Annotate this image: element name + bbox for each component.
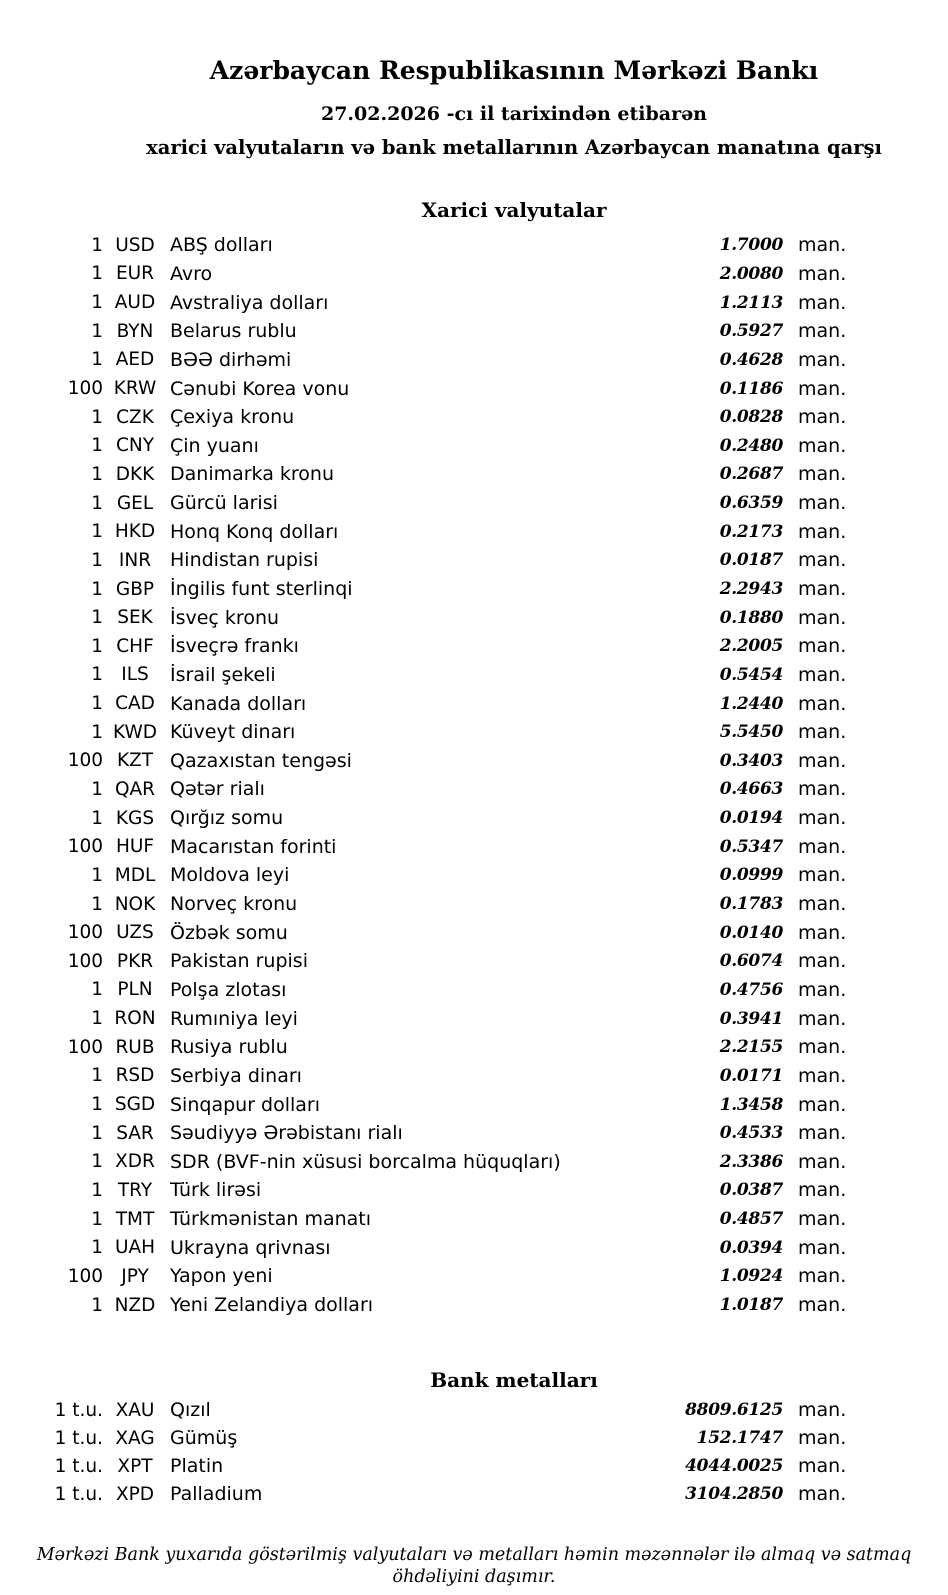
rate-cell: 0.1783	[719, 894, 783, 915]
unit-cell: man.	[798, 320, 847, 343]
unit-cell: man.	[798, 893, 847, 916]
rate-cell: 3104.2850	[685, 1484, 783, 1505]
currency-code-cell: AUD	[114, 292, 156, 314]
table-row	[0, 1452, 948, 1480]
amount-cell: 1	[91, 979, 103, 1001]
currency-name-cell: Çexiya kronu	[170, 406, 295, 429]
currency-name-cell: Gümüş	[170, 1427, 238, 1450]
unit-cell: man.	[798, 692, 847, 715]
amount-cell: 1	[91, 435, 103, 457]
amount-cell: 1	[91, 1065, 103, 1087]
amount-cell: 100	[67, 1265, 103, 1287]
amount-cell: 1	[91, 578, 103, 600]
table-row	[0, 489, 948, 518]
unit-cell: man.	[798, 807, 847, 830]
table-row	[0, 1148, 948, 1177]
currency-code-cell: CHF	[116, 635, 154, 657]
currency-name-cell: İsveç kronu	[170, 606, 280, 629]
rate-cell: 0.0828	[719, 407, 783, 428]
unit-cell: man.	[798, 377, 847, 400]
amount-cell: 1	[91, 1294, 103, 1316]
rate-cell: 0.4533	[719, 1123, 783, 1144]
table-row	[0, 431, 948, 460]
page-subtitle: xarici valyutaların və bank metallarının Azərbaycan manatına qarşı	[146, 136, 882, 159]
table-row	[0, 1062, 948, 1091]
currency-code-cell: EUR	[115, 263, 155, 285]
amount-cell: 1	[91, 693, 103, 715]
rate-cell: 4044.0025	[685, 1456, 783, 1477]
currency-code-cell: CZK	[116, 406, 154, 428]
currency-code-cell: XPD	[115, 1483, 155, 1505]
currency-name-cell: Avro	[170, 262, 213, 285]
currency-name-cell: Türkmənistan manatı	[170, 1208, 372, 1231]
currency-name-cell: Moldova leyi	[170, 864, 290, 887]
table-row	[0, 1262, 948, 1291]
metals-table	[0, 1396, 948, 1508]
table-row	[0, 403, 948, 432]
currency-name-cell: Çin yuanı	[170, 434, 259, 457]
unit-cell: man.	[798, 635, 847, 658]
amount-cell: 100	[67, 950, 103, 972]
table-row	[0, 918, 948, 947]
table-row	[0, 317, 948, 346]
currency-code-cell: UZS	[116, 922, 154, 944]
table-row	[0, 231, 948, 260]
currency-name-cell: Macarıstan forinti	[170, 835, 337, 858]
unit-cell: man.	[798, 835, 847, 858]
amount-cell: 1	[91, 807, 103, 829]
rate-cell: 2.0080	[719, 263, 783, 284]
table-row	[0, 260, 948, 289]
unit-cell: man.	[798, 1236, 847, 1259]
unit-cell: man.	[798, 234, 847, 257]
rate-cell: 0.5347	[719, 836, 783, 857]
amount-cell: 100	[67, 1036, 103, 1058]
rate-cell: 1.2440	[719, 693, 783, 714]
currency-name-cell: Sinqapur dolları	[170, 1093, 321, 1116]
currency-name-cell: Yeni Zelandiya dolları	[170, 1294, 374, 1317]
currency-code-cell: NZD	[114, 1294, 156, 1316]
currency-name-cell: Ukrayna qrivnası	[170, 1236, 331, 1259]
rate-cell: 2.2005	[719, 636, 783, 657]
currency-code-cell: XDR	[115, 1151, 155, 1173]
table-row	[0, 1291, 948, 1320]
table-row	[0, 1233, 948, 1262]
currency-code-cell: KRW	[113, 378, 157, 400]
currency-code-cell: KZT	[116, 750, 154, 772]
unit-cell: man.	[798, 463, 847, 486]
rate-cell: 0.4663	[719, 779, 783, 800]
amount-cell: 100	[67, 922, 103, 944]
table-row	[0, 575, 948, 604]
currency-code-cell: HKD	[114, 521, 156, 543]
rate-cell: 0.4628	[719, 349, 783, 370]
rate-cell: 0.3941	[719, 1008, 783, 1029]
rate-cell: 0.0171	[719, 1065, 783, 1086]
table-row	[0, 546, 948, 575]
rate-cell: 0.6359	[719, 493, 783, 514]
unit-cell: man.	[798, 778, 847, 801]
unit-cell: man.	[798, 1455, 847, 1478]
currency-code-cell: SGD	[114, 1094, 156, 1116]
unit-cell: man.	[798, 1150, 847, 1173]
rate-cell: 0.4756	[719, 979, 783, 1000]
currency-code-cell: NOK	[114, 893, 156, 915]
rate-cell: 0.2173	[719, 521, 783, 542]
unit-cell: man.	[798, 721, 847, 744]
currency-code-cell: PKR	[116, 950, 154, 972]
table-row	[0, 976, 948, 1005]
amount-cell: 1	[91, 635, 103, 657]
amount-cell: 1	[91, 893, 103, 915]
unit-cell: man.	[798, 1208, 847, 1231]
unit-cell: man.	[798, 348, 847, 371]
effective-date-line: 27.02.2026 -cı il tarixindən etibarən	[320, 103, 707, 125]
currency-code-cell: XAG	[115, 1427, 155, 1449]
unit-cell: man.	[798, 520, 847, 543]
table-row	[0, 1033, 948, 1062]
rate-cell: 1.0924	[719, 1266, 783, 1287]
currency-name-cell: İngilis funt sterlinqi	[170, 578, 353, 600]
unit-cell: man.	[798, 1122, 847, 1145]
table-row	[0, 1119, 948, 1148]
table-row	[0, 718, 948, 747]
table-row	[0, 775, 948, 804]
currency-code-cell: DKK	[115, 463, 155, 485]
unit-cell: man.	[798, 606, 847, 629]
unit-cell: man.	[798, 1265, 847, 1288]
rate-cell: 5.5450	[719, 722, 783, 743]
section-title-currencies: Xarici valyutalar	[421, 198, 607, 222]
currency-name-cell: Avstraliya dolları	[170, 291, 329, 314]
currency-code-cell: GBP	[115, 578, 155, 600]
amount-cell: 1	[91, 1008, 103, 1030]
rate-cell: 0.5927	[719, 321, 783, 342]
currency-code-cell: XPT	[117, 1455, 153, 1477]
amount-cell: 1	[91, 1208, 103, 1230]
currency-code-cell: KGS	[115, 807, 155, 829]
currency-table	[0, 231, 948, 1319]
unit-cell: man.	[798, 1179, 847, 1202]
currency-code-cell: INR	[118, 549, 152, 571]
currency-code-cell: GEL	[116, 492, 154, 514]
table-row	[0, 1205, 948, 1234]
currency-code-cell: XAU	[115, 1399, 155, 1421]
amount-cell: 1 t.u.	[54, 1427, 103, 1449]
amount-cell: 1	[91, 1094, 103, 1116]
currency-code-cell: BYN	[116, 320, 154, 342]
unit-cell: man.	[798, 1399, 847, 1422]
currency-name-cell: Türk lirəsi	[170, 1179, 262, 1202]
table-row	[0, 661, 948, 690]
currency-name-cell: İsveçrə frankı	[170, 635, 299, 658]
table-row	[0, 1480, 948, 1508]
currency-code-cell: RON	[114, 1008, 156, 1030]
rate-cell: 1.2113	[719, 292, 783, 313]
table-row	[0, 460, 948, 489]
table-row	[0, 1424, 948, 1452]
table-row	[0, 689, 948, 718]
rate-cell: 2.2155	[719, 1037, 783, 1058]
currency-code-cell: TRY	[117, 1179, 153, 1201]
table-row	[0, 747, 948, 776]
amount-cell: 1 t.u.	[54, 1455, 103, 1477]
amount-cell: 1	[91, 320, 103, 342]
unit-cell: man.	[798, 864, 847, 887]
currency-name-cell: Belarus rublu	[170, 320, 297, 343]
currency-code-cell: RUB	[115, 1036, 155, 1058]
unit-cell: man.	[798, 950, 847, 973]
currency-code-cell: JPY	[121, 1265, 149, 1287]
currency-code-cell: PLN	[117, 979, 153, 1001]
currency-name-cell: Platin	[170, 1455, 224, 1478]
table-row	[0, 346, 948, 375]
amount-cell: 100	[67, 378, 103, 400]
amount-cell: 1	[91, 1151, 103, 1173]
unit-cell: man.	[798, 1294, 847, 1317]
rate-cell: 1.0187	[719, 1295, 783, 1316]
currency-name-cell: Hindistan rupisi	[170, 549, 319, 572]
currency-name-cell: Pakistan rupisi	[170, 950, 308, 973]
unit-cell: man.	[798, 921, 847, 944]
currency-name-cell: Qazaxıstan tengəsi	[170, 749, 352, 772]
table-row	[0, 832, 948, 861]
currency-name-cell: Cənubi Korea vonu	[170, 377, 350, 400]
table-row	[0, 1090, 948, 1119]
rate-cell: 0.1186	[719, 378, 783, 399]
table-row	[0, 947, 948, 976]
currency-code-cell: SEK	[117, 607, 153, 629]
unit-cell: man.	[798, 434, 847, 457]
currency-name-cell: ABŞ dolları	[170, 234, 273, 257]
currency-name-cell: Yapon yeni	[170, 1265, 273, 1288]
rate-cell: 1.3458	[719, 1094, 783, 1115]
unit-cell: man.	[798, 749, 847, 772]
currency-code-cell: SAR	[116, 1122, 154, 1144]
table-row	[0, 288, 948, 317]
currency-name-cell: Gürcü larisi	[170, 492, 278, 515]
rate-cell: 0.0187	[719, 550, 783, 571]
currency-code-cell: CNY	[115, 435, 155, 457]
amount-cell: 1	[91, 778, 103, 800]
unit-cell: man.	[798, 578, 847, 600]
amount-cell: 1	[91, 292, 103, 314]
unit-cell: man.	[798, 549, 847, 572]
table-row	[0, 374, 948, 403]
unit-cell: man.	[798, 492, 847, 515]
table-row	[0, 1396, 948, 1424]
table-row	[0, 1176, 948, 1205]
rate-cell: 0.4857	[719, 1209, 783, 1230]
table-row	[0, 517, 948, 546]
rate-cell: 0.2687	[719, 464, 783, 485]
table-row	[0, 861, 948, 890]
currency-name-cell: Qətər rialı	[170, 778, 265, 801]
amount-cell: 1	[91, 263, 103, 285]
amount-cell: 1	[91, 406, 103, 428]
unit-cell: man.	[798, 1427, 847, 1450]
currency-code-cell: CAD	[115, 693, 155, 715]
currency-name-cell: Özbək somu	[170, 921, 288, 944]
unit-cell: man.	[798, 1093, 847, 1116]
amount-cell: 1 t.u.	[54, 1483, 103, 1505]
currency-name-cell: SDR (BVF-nin xüsusi borcalma hüquqları)	[170, 1150, 561, 1173]
rate-cell: 0.0394	[719, 1237, 783, 1258]
rate-cell: 2.3386	[719, 1151, 783, 1172]
currency-code-cell: MDL	[114, 864, 156, 886]
rate-cell: 0.5454	[719, 664, 783, 685]
amount-cell: 1	[91, 492, 103, 514]
currency-name-cell: BƏƏ dirhəmi	[170, 348, 292, 371]
currency-name-cell: Norveç kronu	[170, 893, 298, 916]
currency-name-cell: Səudiyyə Ərəbistanı rialı	[170, 1122, 403, 1145]
unit-cell: man.	[798, 1483, 847, 1506]
currency-name-cell: Danimarka kronu	[170, 463, 335, 486]
rate-cell: 0.0999	[719, 865, 783, 886]
unit-cell: man.	[798, 978, 847, 1001]
currency-name-cell: Küveyt dinarı	[170, 721, 296, 744]
rate-cell: 0.0387	[719, 1180, 783, 1201]
currency-name-cell: Polşa zlotası	[170, 978, 287, 1001]
currency-name-cell: İsrail şekeli	[170, 663, 276, 686]
amount-cell: 1	[91, 1179, 103, 1201]
rate-cell: 2.2943	[719, 579, 783, 599]
table-row	[0, 603, 948, 632]
rate-cell: 152.1747	[696, 1428, 783, 1449]
rate-cell: 0.3403	[719, 750, 783, 771]
currency-name-cell: Serbiya dinarı	[170, 1064, 302, 1087]
table-row	[0, 804, 948, 833]
currency-code-cell: TMT	[115, 1208, 155, 1230]
amount-cell: 1 t.u.	[54, 1399, 103, 1421]
currency-code-cell: QAR	[114, 778, 156, 800]
currency-name-cell: Palladium	[170, 1483, 263, 1506]
currency-name-cell: Qızıl	[170, 1399, 211, 1422]
amount-cell: 1	[91, 1237, 103, 1259]
currency-code-cell: USD	[115, 234, 155, 256]
currency-code-cell: RSD	[115, 1065, 155, 1087]
rate-cell: 0.0140	[719, 922, 783, 943]
unit-cell: man.	[798, 1036, 847, 1059]
amount-cell: 1	[91, 234, 103, 256]
currency-name-cell: Rusiya rublu	[170, 1036, 288, 1059]
table-row	[0, 632, 948, 661]
unit-cell: man.	[798, 262, 847, 285]
currency-code-cell: HUF	[115, 836, 155, 858]
currency-code-cell: ILS	[121, 664, 149, 686]
unit-cell: man.	[798, 406, 847, 429]
currency-code-cell: AED	[115, 349, 155, 371]
currency-code-cell: KWD	[112, 721, 157, 743]
page-title: Azərbaycan Respublikasının Mərkəzi Bankı	[209, 56, 819, 85]
amount-cell: 1	[91, 521, 103, 543]
rate-cell: 1.7000	[719, 235, 783, 256]
amount-cell: 1	[91, 1122, 103, 1144]
currency-name-cell: Honq Konq dolları	[170, 520, 339, 543]
amount-cell: 1	[91, 864, 103, 886]
amount-cell: 1	[91, 549, 103, 571]
amount-cell: 1	[91, 463, 103, 485]
amount-cell: 100	[67, 750, 103, 772]
table-row	[0, 890, 948, 919]
table-row	[0, 1004, 948, 1033]
amount-cell: 1	[91, 349, 103, 371]
currency-name-cell: Qırğız somu	[170, 807, 284, 830]
rate-cell: 0.2480	[719, 435, 783, 456]
currency-name-cell: Rumıniya leyi	[170, 1007, 298, 1030]
unit-cell: man.	[798, 1007, 847, 1030]
rate-cell: 0.1880	[719, 607, 783, 628]
unit-cell: man.	[798, 663, 847, 686]
rate-cell: 8809.6125	[685, 1400, 783, 1421]
amount-cell: 1	[91, 607, 103, 629]
page-header	[40, 0, 948, 159]
rate-cell: 0.0194	[719, 808, 783, 829]
amount-cell: 1	[91, 721, 103, 743]
amount-cell: 1	[91, 664, 103, 686]
section-title-metals: Bank metalları	[430, 1368, 598, 1393]
disclaimer-text: Mərkəzi Bank yuxarıda göstərilmiş valyutaları və metalları həmin məzənnələr ilə almaq və satmaq öhdəliyini daşımır.	[36, 1545, 912, 1588]
unit-cell: man.	[798, 291, 847, 314]
unit-cell: man.	[798, 1064, 847, 1087]
currency-code-cell: UAH	[114, 1237, 156, 1259]
amount-cell: 100	[67, 836, 103, 858]
currency-name-cell: Kanada dolları	[170, 692, 307, 715]
rate-cell: 0.6074	[719, 951, 783, 972]
